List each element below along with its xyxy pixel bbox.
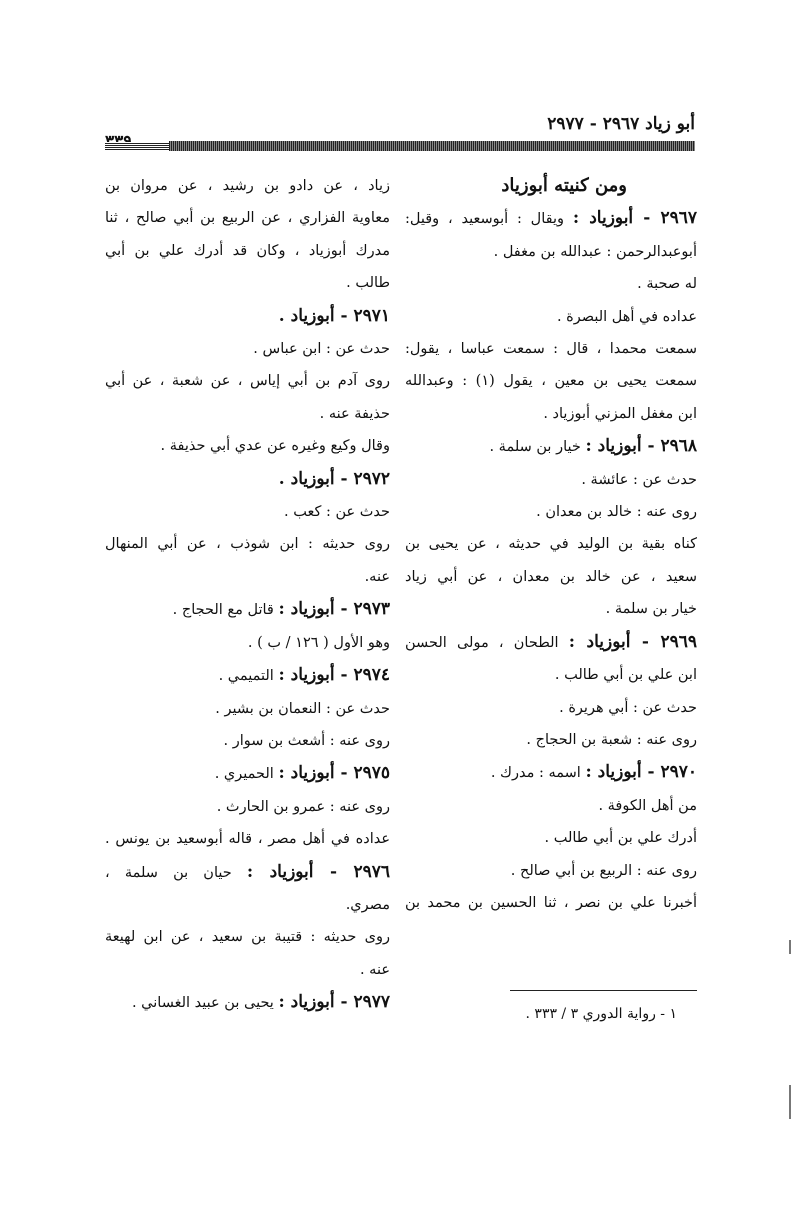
entry-text: زياد ، عن دادو بن رشيد ، عن مروان بن xyxy=(105,178,390,194)
entry-text: حدث عن : أبي هريرة . xyxy=(559,699,697,716)
entry-heading-line xyxy=(105,757,390,790)
text-line xyxy=(105,170,390,202)
entry-text: أخبرنا علي بن نصر ، ثنا الحسين بن محمد بن xyxy=(405,894,697,911)
right-column xyxy=(405,170,697,919)
text-line xyxy=(105,693,390,725)
text-line xyxy=(405,398,697,430)
text-line xyxy=(405,365,697,397)
entry-heading-line xyxy=(105,856,390,889)
entry-text: الحميري . xyxy=(214,766,279,783)
entry-text: التميمي . xyxy=(218,668,279,685)
entry-text: سعيد ، عن خالد بن معدان ، عن أبي زياد xyxy=(405,568,697,585)
entry-number: ٢٩٦٩ - أبوزياد : xyxy=(568,631,697,652)
entry-number: ٢٩٧٦ - أبوزياد : xyxy=(246,861,390,882)
entry-text: حدث عن : النعمان بن بشير . xyxy=(215,700,390,717)
entry-number: ٢٩٦٧ - أبوزياد : xyxy=(572,208,697,229)
entry-text: عنه. xyxy=(364,568,390,585)
right-column-text xyxy=(405,202,697,919)
entry-text: اسمه : مدرك . xyxy=(490,765,586,782)
entry-text: من أهل الكوفة . xyxy=(598,797,697,814)
entry-text: حدث عن : ابن عباس . xyxy=(253,341,390,358)
entry-heading-line xyxy=(405,202,697,235)
entry-text: يحيى بن عبيد الغساني . xyxy=(131,995,279,1012)
entry-text: روى عنه : أشعث بن سوار . xyxy=(223,732,390,749)
text-line xyxy=(105,365,390,397)
entry-heading-line xyxy=(105,593,390,626)
text-line xyxy=(405,301,697,333)
text-line xyxy=(105,954,390,986)
entry-heading-line xyxy=(105,463,390,496)
entry-text: ويقال : أبوسعيد ، وقيل: xyxy=(405,211,573,228)
entry-number: ٢٩٧٢ - أبوزياد . xyxy=(278,468,390,489)
entry-text: الطحان ، مولى الحسن xyxy=(405,634,569,651)
entry-number: ٢٩٧٧ - أبوزياد : xyxy=(278,992,390,1013)
entry-text: سمعت محمدا ، قال : سمعت عباسا ، يقول: xyxy=(405,341,697,358)
entry-number: ٢٩٧١ - أبوزياد . xyxy=(278,305,390,326)
text-line xyxy=(105,791,390,823)
text-line xyxy=(405,724,697,756)
entry-text: روى عنه : عمرو بن الحارث . xyxy=(216,798,390,815)
entry-text: خيار بن سلمة . xyxy=(605,601,697,618)
text-line xyxy=(405,593,697,625)
entry-number: ٢٩٧٥ - أبوزياد : xyxy=(278,763,390,784)
running-title: أبو زياد ٢٩٦٧ - ٢٩٧٧ xyxy=(547,114,695,134)
section-title: ومن كنيته أبوزياد xyxy=(501,175,627,196)
entry-text: طالب . xyxy=(346,275,390,292)
text-line xyxy=(105,528,390,560)
text-line xyxy=(105,202,390,234)
entry-text: حدث عن : كعب . xyxy=(284,504,390,521)
entry-text: حذيفة عنه . xyxy=(319,405,390,422)
text-line xyxy=(105,267,390,299)
entry-text: أبوعبدالرحمن : عبدالله بن مغفل . xyxy=(493,243,697,260)
entry-text: ابن مغفل المزني أبوزياد . xyxy=(543,405,697,422)
text-line xyxy=(405,822,697,854)
text-line xyxy=(105,921,390,953)
entry-text: ابن علي بن أبي طالب . xyxy=(554,667,697,684)
entry-text: وقال وكيع وغيره عن عدي أبي حذيفة . xyxy=(160,438,390,455)
entry-text: سمعت يحيى بن معين ، يقول (١) : وعبدالله xyxy=(405,373,697,390)
entry-text: عداده في أهل البصرة . xyxy=(556,308,697,325)
text-line xyxy=(105,398,390,430)
text-line xyxy=(405,496,697,528)
left-column-text xyxy=(105,170,390,1020)
entry-number: ٢٩٧٤ - أبوزياد : xyxy=(278,665,390,686)
entry-text: خيار بن سلمة . xyxy=(489,439,586,456)
header-rule-ornament xyxy=(105,142,169,150)
text-line xyxy=(105,889,390,921)
entry-heading-line xyxy=(405,430,697,463)
entry-number: ٢٩٧٣ - أبوزياد : xyxy=(278,599,390,620)
text-line xyxy=(105,561,390,593)
text-line xyxy=(405,887,697,919)
running-header xyxy=(105,108,695,154)
entry-text: حدث عن : عائشة . xyxy=(581,471,697,488)
text-line xyxy=(405,464,697,496)
margin-mark xyxy=(789,1085,791,1119)
entry-text: وهو الأول ( ١٢٦ / ب ) . xyxy=(247,634,390,651)
text-line xyxy=(405,790,697,822)
entry-heading-line xyxy=(105,300,390,333)
text-line xyxy=(405,333,697,365)
text-line xyxy=(105,333,390,365)
footnote: ١ - رواية الدوري ٣ / ٣٣٣ . xyxy=(525,1006,677,1022)
text-line xyxy=(405,855,697,887)
left-column xyxy=(105,170,390,1020)
entry-text: روى عنه : الربيع بن أبي صالح . xyxy=(510,862,697,879)
text-line xyxy=(405,561,697,593)
entry-heading-line xyxy=(105,986,390,1019)
text-line xyxy=(405,268,697,300)
entry-number: ٢٩٧٠ - أبوزياد : xyxy=(585,762,697,783)
entry-text: روى آدم بن أبي إياس ، عن شعبة ، عن أبي xyxy=(105,373,390,390)
text-line xyxy=(405,692,697,724)
entry-text: روى حديثه : قتيبة بن سعيد ، عن ابن لهيعة xyxy=(105,929,390,946)
text-line xyxy=(105,496,390,528)
entry-text: روى حديثه : ابن شوذب ، عن أبي المنهال xyxy=(105,536,390,553)
entry-text: حيان بن سلمة ، xyxy=(105,864,247,881)
entry-text: قاتل مع الحجاج . xyxy=(172,602,279,619)
header-rule xyxy=(169,141,695,151)
entry-heading-line xyxy=(105,659,390,692)
entry-text: روى عنه : شعبة بن الحجاج . xyxy=(526,731,697,748)
entry-text: له صحبة . xyxy=(637,276,697,293)
entry-text: أدرك علي بن أبي طالب . xyxy=(544,830,697,847)
entry-text: روى عنه : خالد بن معدان . xyxy=(536,504,697,521)
text-line xyxy=(105,235,390,267)
entry-text: كناه بقية بن الوليد في حديثه ، عن يحيى بن xyxy=(405,536,697,553)
margin-mark xyxy=(789,940,791,954)
entry-number: ٢٩٦٨ - أبوزياد : xyxy=(585,436,697,457)
entry-text: عداده في أهل مصر ، قاله أبوسعيد بن يونس . xyxy=(105,831,390,848)
entry-heading-line xyxy=(405,626,697,659)
text-line xyxy=(105,627,390,659)
text-line xyxy=(105,430,390,462)
text-line xyxy=(405,528,697,560)
text-line xyxy=(105,823,390,855)
entry-heading-line xyxy=(405,756,697,789)
entry-text: مدرك أبوزياد ، وكان قد أدرك علي بن أبي xyxy=(105,242,390,259)
entry-text: عنه . xyxy=(359,961,390,978)
entry-text: مصري. xyxy=(345,896,390,913)
entry-text: معاوية الفزاري ، عن الربيع بن أبي صالح ، ثنا xyxy=(105,210,390,227)
footnote-rule xyxy=(510,990,697,991)
text-line xyxy=(405,659,697,691)
text-line xyxy=(405,236,697,268)
text-line xyxy=(105,725,390,757)
